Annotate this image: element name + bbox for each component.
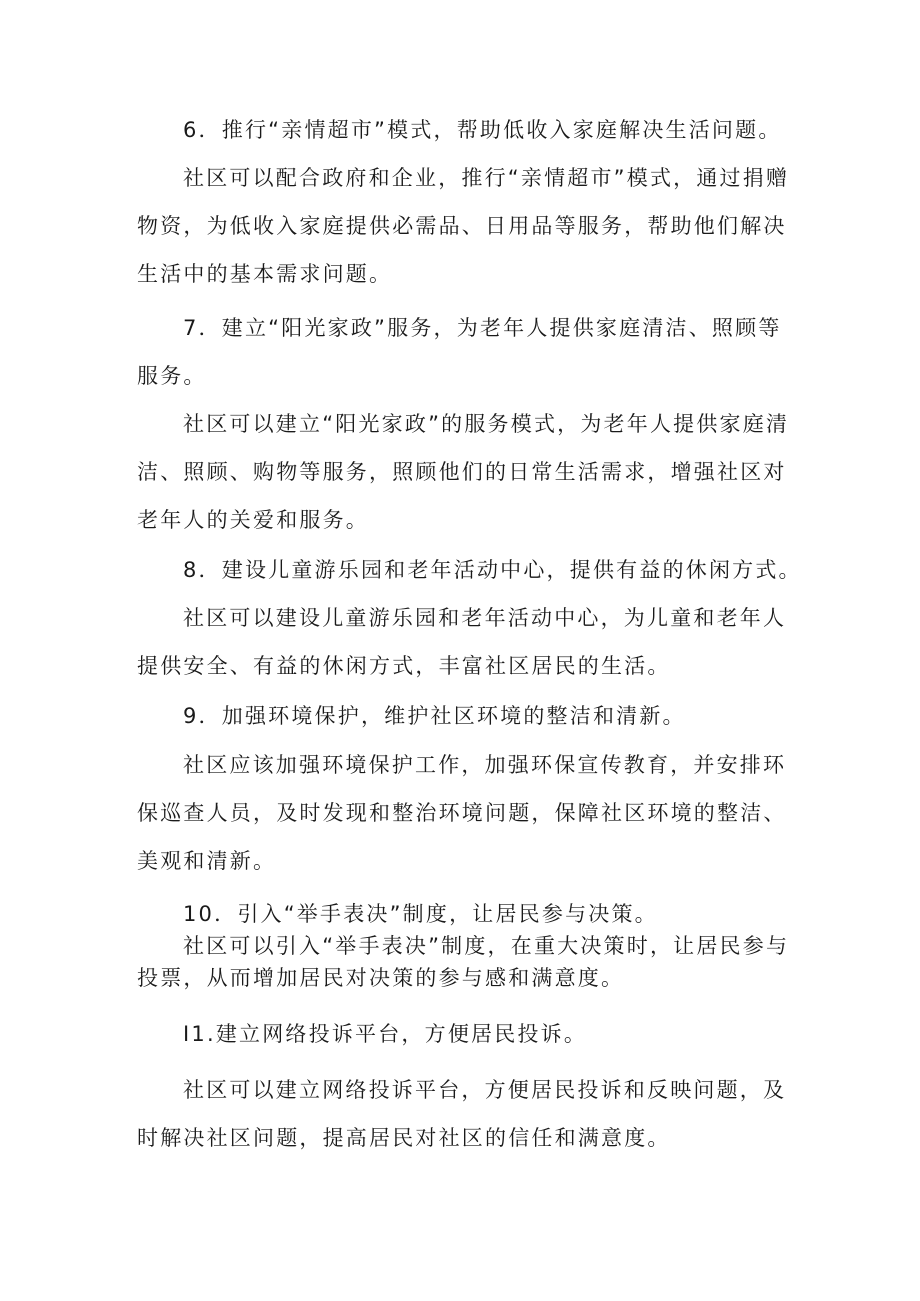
item-10-heading: 10．引入“举手表决”制度，让居民参与决策。 xyxy=(183,902,658,926)
item-8-heading: 8．建设儿童游乐园和老年活动中心，提供有益的休闲方式。 xyxy=(183,558,802,582)
item-11-heading: I1.建立网络投诉平台，方便居民投诉。 xyxy=(183,1022,588,1046)
item-8-body: 社区可以建设儿童游乐园和老年活动中心，为儿童和老年人提供安全、有益的休闲方式，丰富社区居民的生活。 xyxy=(137,606,787,678)
item-6-body: 社区可以配合政府和企业，推行“亲情超市”模式，通过捐赠物资，为低收入家庭提供必需品、日用品等服务，帮助他们解决生活中的基本需求问题。 xyxy=(137,166,790,286)
item-11-body: 社区可以建立网络投诉平台，方便居民投诉和反映问题，及时解决社区问题，提高居民对社区的信任和满意度。 xyxy=(137,1078,787,1150)
item-7-heading: 7．建立“阳光家政”服务，为老年人提供家庭清洁、照顾等服务。 xyxy=(137,316,782,388)
item-9-body: 社区应该加强环境保护工作，加强环保宣传教育，并安排环保巡查人员，及时发现和整治环境问题，保障社区环境的整洁、美观和清新。 xyxy=(137,753,787,873)
item-6-heading: 6．推行“亲情超市”模式，帮助低收入家庭解决生活问题。 xyxy=(183,118,782,142)
item-7-body: 社区可以建立“阳光家政”的服务模式，为老年人提供家庭清洁、照顾、购物等服务，照顾他们的日常生活需求，增强社区对老年人的关爱和服务。 xyxy=(137,412,790,532)
item-10-body: 社区可以引入“举手表决”制度，在重大决策时，让居民参与投票，从而增加居民对决策的参与感和满意度。 xyxy=(137,934,790,990)
item-9-heading: 9．加强环境保护，维护社区环境的整洁和清新。 xyxy=(183,704,686,728)
